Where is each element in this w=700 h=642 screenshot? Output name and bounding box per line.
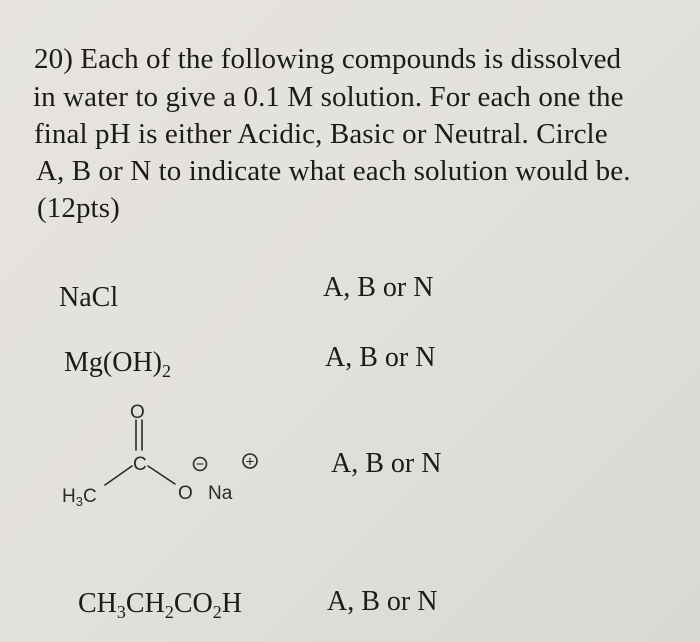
propanoic-co: CO: [173, 588, 213, 619]
answer-choices-2[interactable]: A, B or N: [325, 342, 436, 373]
sodium-acetate-structure: [50, 398, 280, 508]
compound-2-formula: Mg(OH): [64, 347, 162, 378]
answer-choices-4[interactable]: A, B or N: [327, 586, 438, 617]
acidic-initial: A: [237, 118, 259, 150]
answer-choices-1[interactable]: A, B or N: [323, 272, 434, 303]
propanoic-sub-3: 3: [116, 602, 126, 622]
question-line-3: [34, 117, 608, 151]
neutral-initial: N: [433, 118, 455, 150]
compound-propanoic-acid: [78, 588, 242, 620]
methyl-subscript: 3: [75, 494, 83, 508]
compound-nacl: NaCl: [59, 282, 119, 313]
propanoic-sub-2a: 2: [164, 602, 174, 622]
carbonyl-oxygen: O: [130, 402, 145, 423]
answer-choices-3[interactable]: A, B or N: [331, 448, 442, 479]
methyl-c: C: [82, 486, 97, 507]
carboxylate-bond: [148, 466, 175, 484]
minus-sign: −: [195, 456, 205, 473]
basic-initial: B: [329, 118, 350, 150]
anionic-oxygen: O: [178, 483, 193, 504]
carbonyl-carbon: C: [133, 454, 147, 475]
compound-2-subscript: 2: [162, 361, 171, 381]
methyl-group: [62, 486, 97, 508]
acidic-rest: cidic,: [258, 118, 330, 150]
neutral-rest: eutral. Circle: [454, 118, 608, 150]
basic-rest: asic or: [349, 118, 434, 150]
question-line-4: A, B or N to indicate what each solution would be.: [36, 155, 631, 187]
methyl-bond: [105, 466, 132, 485]
plus-sign: +: [245, 453, 255, 471]
propanoic-ch2: CH: [125, 588, 165, 619]
compound-magnesium-hydroxide: [64, 347, 171, 379]
question-points: (12pts): [37, 192, 120, 224]
question-line-1: 20) Each of the following compounds is dissolved: [34, 43, 622, 75]
methyl-h: H: [62, 486, 76, 507]
question-line-3-text: final pH is either: [34, 118, 238, 150]
propanoic-sub-2b: 2: [212, 602, 222, 622]
propanoic-ch: CH: [78, 588, 117, 619]
propanoic-h: H: [221, 588, 242, 619]
sodium-cation: Na: [208, 483, 233, 504]
question-line-2: in water to give a 0.1 M solution. For each one the: [33, 81, 624, 113]
